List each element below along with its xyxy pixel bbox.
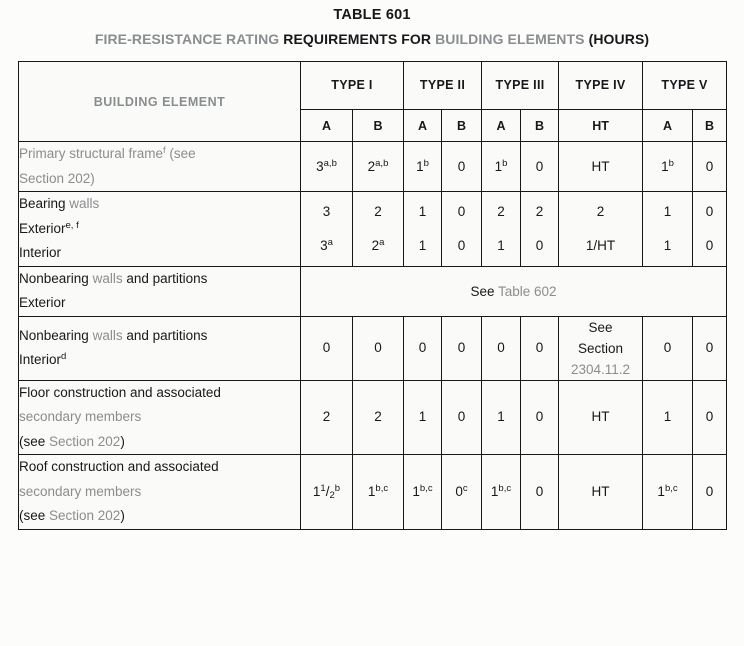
cell-value-exterior: 2 [374, 203, 382, 219]
caption-part-1: FIRE-RESISTANCE RATING [94, 31, 284, 47]
cell-value-exterior: 2 [596, 203, 605, 219]
label-text-exterior: Exterior [19, 220, 66, 236]
header-type-iii-a: A [482, 110, 521, 142]
cell-r2-type-iii-a [482, 192, 521, 267]
cell-r5-type-v-a: 1 [643, 380, 693, 455]
table-number: TABLE 601 [333, 7, 411, 23]
cell-value: 1 [412, 483, 420, 499]
header-type-v: TYPE V [643, 62, 727, 110]
cell-r5-type-iv-ht: HT [559, 380, 643, 455]
cell-r6-type-v-a [643, 455, 693, 530]
note-link-section-202: Section 202 [49, 433, 121, 449]
table-caption [0, 29, 744, 49]
cell-r4-type-iii-b: 0 [521, 316, 559, 380]
label-text-see-close: ) [120, 508, 125, 523]
table-title-block [0, 0, 744, 49]
cell-value-interior: 1/HT [585, 237, 616, 253]
cell-r5-type-i-b: 2 [353, 380, 404, 455]
label-line2: secondary members [19, 409, 142, 424]
note-link-table-602: Table 602 [498, 283, 557, 299]
cell-footnote: b,c [419, 482, 433, 494]
cell-r1-type-iii-b: 0 [521, 142, 559, 192]
cell-footnote: b,c [664, 482, 678, 494]
cell-r2-type-i-b [353, 192, 404, 267]
row-label-nonbearing-exterior [19, 266, 301, 316]
header-type-iv: TYPE IV [559, 62, 643, 110]
label-line-exterior [19, 217, 300, 242]
cell-r1-type-iii-a [482, 142, 521, 192]
cell-r3-see-table-602 [301, 266, 727, 316]
label-text-nonbearing: Nonbearing [19, 327, 89, 343]
header-type-i: TYPE I [301, 62, 404, 110]
label-text-see-close: ) [120, 433, 125, 449]
cell-r5-type-iii-a: 1 [482, 380, 521, 455]
label-text-walls: walls [88, 270, 123, 286]
cell-r4-type-iv-ht [559, 316, 643, 380]
cell-r6-type-iii-a [482, 455, 521, 530]
cell-value-interior: 1 [418, 237, 427, 253]
label-line1: Floor construction and associated [19, 384, 221, 400]
caption-part-3: BUILDING ELEMENTS [435, 31, 589, 47]
cell-footnote: a,b [375, 157, 389, 169]
cell-footnote: a [379, 236, 385, 248]
cell-value: 1 [367, 483, 376, 499]
cell-r2-type-iii-b [521, 192, 559, 267]
cell-r1-type-i-a [301, 142, 353, 192]
label-text-walls: walls [88, 327, 123, 343]
cell-r5-type-i-a: 2 [301, 380, 353, 455]
label-text-nonbearing: Nonbearing [19, 270, 89, 286]
label-line1 [19, 324, 300, 349]
cell-footnote: c [462, 482, 468, 494]
label-text-line1b: (see [165, 146, 196, 161]
header-type-v-a: A [643, 110, 693, 142]
label-line3 [19, 430, 300, 455]
cell-value: 1 [661, 158, 669, 174]
cell-r1-type-ii-b: 0 [442, 142, 482, 192]
cell-r5-type-ii-b: 0 [442, 380, 482, 455]
cell-r1-type-iv-ht: HT [559, 142, 643, 192]
cell-r2-type-ii-a [404, 192, 442, 267]
cell-r2-type-v-b [693, 192, 727, 267]
table-row [19, 266, 727, 316]
label-text-see-open: (see [19, 433, 50, 449]
cell-value-interior: 0 [457, 237, 466, 253]
label-text-line1a: Primary structural frame [19, 146, 164, 161]
header-type-iv-ht: HT [559, 110, 643, 142]
cell-r4-type-ii-b: 0 [442, 316, 482, 380]
cell-r6-type-iii-b: 0 [521, 455, 559, 530]
note-link-section-202: Section 202 [49, 508, 121, 523]
table-header [19, 62, 727, 142]
row-label-bearing-walls [19, 192, 301, 267]
cell-r6-type-ii-b [442, 455, 482, 530]
header-type-iii: TYPE III [482, 62, 559, 110]
cell-value: 1 [416, 158, 424, 174]
header-type-i-b: B [353, 110, 404, 142]
label-line2-exterior: Exterior [19, 295, 66, 310]
table-row [19, 455, 727, 530]
cell-value: 1 [494, 158, 503, 174]
cell-value: 3 [316, 158, 324, 174]
fraction-value: $1^1/_2$ [312, 483, 335, 502]
label-line-interior: Interior [19, 245, 62, 260]
cell-r6-type-ii-a [404, 455, 442, 530]
cell-value-exterior: 1 [418, 203, 427, 219]
label-line1 [19, 267, 300, 292]
label-text-interior: Interior [19, 352, 62, 367]
label-text-bearing: Bearing [19, 196, 66, 211]
cell-r1-type-i-b [353, 142, 404, 192]
cell-footnote: b [423, 157, 429, 169]
table-row [19, 142, 727, 192]
table-row [19, 380, 727, 455]
header-type-ii-a: A [404, 110, 442, 142]
label-text-and-partitions: and partitions [122, 327, 208, 343]
table-container [18, 61, 726, 530]
header-building-element: BUILDING ELEMENT [19, 62, 301, 142]
denominator: 2 [329, 490, 335, 502]
label-line2: secondary members [19, 483, 142, 499]
cell-value-exterior: 3 [322, 203, 331, 219]
cell-value-exterior: 2 [497, 203, 505, 219]
cell-value: 1 [490, 483, 499, 499]
cell-value-exterior: 2 [535, 203, 544, 219]
cell-r4-type-iii-a: 0 [482, 316, 521, 380]
cell-r2-type-i-a [301, 192, 353, 267]
cell-footnote: b,c [375, 482, 389, 494]
cell-value-interior [301, 229, 352, 263]
fire-resistance-rating-table [18, 61, 727, 530]
note-text-see: See [470, 283, 498, 299]
cell-footnote: b,c [498, 482, 512, 494]
row-label-primary-structural-frame [19, 142, 301, 192]
label-sup-ef: e, f [65, 219, 79, 231]
cell-r4-type-i-b: 0 [353, 316, 404, 380]
cell-r5-type-ii-a: 1 [404, 380, 442, 455]
label-line3 [19, 504, 300, 529]
cell-value: 2 [367, 158, 376, 174]
cell-value: 1 [657, 483, 665, 499]
cell-r1-type-ii-a [404, 142, 442, 192]
note-text-see: See [588, 319, 613, 335]
cell-value-interior [353, 229, 403, 263]
label-text-see-open: (see [19, 508, 50, 523]
cell-r6-type-i-b [353, 455, 404, 530]
label-line2-interior [19, 348, 300, 373]
label-sup-d: d [61, 351, 67, 363]
cell-value-interior: 1 [663, 237, 672, 253]
cell-value-interior: 0 [705, 237, 714, 253]
cell-r6-type-i-a [301, 455, 353, 530]
cell-value-interior: 1 [497, 237, 505, 253]
cell-footnote: b [334, 482, 341, 494]
cell-r4-type-i-a: 0 [301, 316, 353, 380]
cell-r4-type-ii-a: 0 [404, 316, 442, 380]
cell-value-exterior: 1 [663, 203, 672, 219]
header-type-iii-b: B [521, 110, 559, 142]
cell-r5-type-iii-b: 0 [521, 380, 559, 455]
cell-value-exterior: 0 [457, 203, 466, 219]
header-row-types [19, 62, 727, 110]
cell-value-exterior: 0 [705, 203, 714, 219]
cell-value: 2 [371, 237, 380, 253]
cell-r1-type-v-a [643, 142, 693, 192]
cell-r2-type-iv-ht [559, 192, 643, 267]
table-body [19, 142, 727, 530]
table-row [19, 316, 727, 380]
cell-r2-type-v-a [643, 192, 693, 267]
cell-footnote: b [668, 157, 674, 169]
cell-footnote: a,b [323, 157, 337, 169]
cell-r4-type-v-a: 0 [643, 316, 693, 380]
cell-value: 3 [320, 237, 328, 253]
row-label-roof-construction [19, 455, 301, 530]
cell-r6-type-iv-ht: HT [559, 455, 643, 530]
row-label-nonbearing-interior [19, 316, 301, 380]
label-text-line2: Section 202) [19, 170, 95, 186]
whole-number: 1 [312, 483, 321, 499]
note-text-section: Section [578, 340, 624, 356]
header-type-v-b: B [693, 110, 727, 142]
caption-part-4: (HOURS) [588, 31, 650, 47]
cell-footnote: b [502, 157, 508, 169]
cell-r1-type-v-b: 0 [693, 142, 727, 192]
cell-r4-type-v-b: 0 [693, 316, 727, 380]
cell-value: 0 [455, 483, 463, 499]
cell-r5-type-v-b: 0 [693, 380, 727, 455]
caption-part-2: REQUIREMENTS FOR [283, 31, 436, 47]
label-line-bearing-walls [19, 192, 300, 217]
row-label-floor-construction [19, 380, 301, 455]
numerator: 1 [320, 483, 326, 495]
cell-footnote: a [327, 236, 333, 248]
note-link-section-number: 2304.11.2 [571, 361, 631, 377]
label-sup-f: f [163, 145, 166, 157]
label-text-walls: walls [65, 196, 100, 211]
table-row [19, 192, 727, 267]
header-type-ii-b: B [442, 110, 482, 142]
header-type-i-a: A [301, 110, 353, 142]
label-text-and-partitions: and partitions [122, 270, 208, 286]
cell-value-interior: 0 [535, 237, 544, 253]
cell-r2-type-ii-b [442, 192, 482, 267]
header-type-ii: TYPE II [404, 62, 482, 110]
label-line1: Roof construction and associated [19, 459, 219, 474]
cell-r6-type-v-b: 0 [693, 455, 727, 530]
